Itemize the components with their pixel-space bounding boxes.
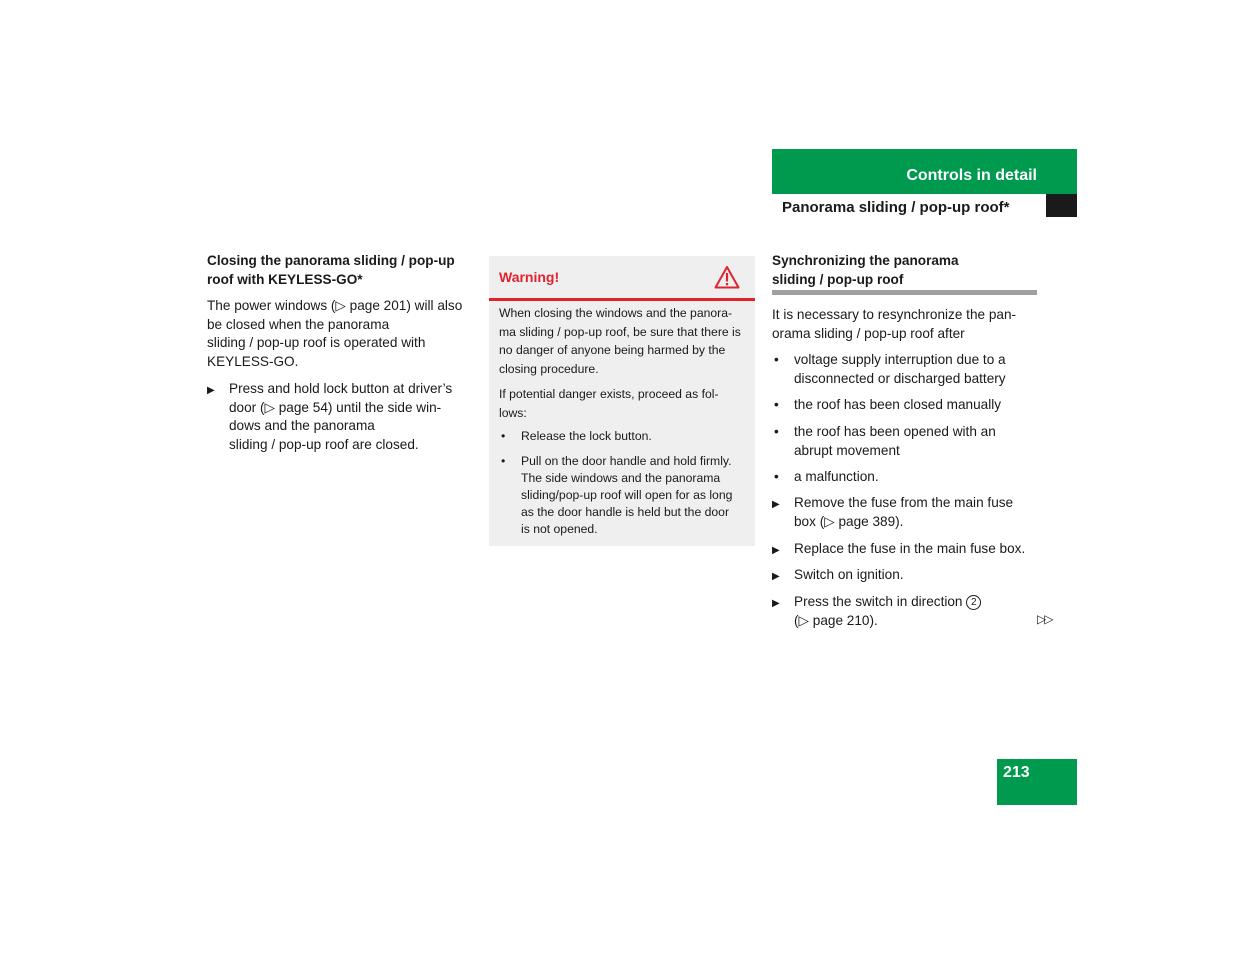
bullet-line: the roof has been closed manually	[794, 397, 1002, 412]
paragraph-line: KEYLESS-GO.	[207, 353, 299, 369]
step-line-text: Press the switch in direction	[794, 594, 963, 609]
warning-line: lows:	[499, 405, 527, 420]
continued-icon: ▷▷	[1037, 612, 1052, 626]
bullet-icon: •	[774, 469, 779, 484]
warning-header	[489, 256, 755, 301]
circled-number-icon: 2	[966, 595, 981, 610]
instruction-step	[772, 566, 1052, 586]
step-arrow-icon: ▶	[772, 598, 780, 609]
warning-line: closing procedure.	[499, 361, 599, 376]
bullet-icon: •	[501, 429, 506, 443]
step-arrow-icon: ▶	[207, 385, 215, 396]
warning-title: Warning!	[499, 269, 560, 285]
bullet-icon: •	[774, 352, 779, 367]
step-arrow-icon: ▶	[772, 499, 780, 510]
warning-bullet-line: Pull on the door handle and hold firmly.	[521, 454, 732, 468]
warning-bullet-line: The side windows and the panorama	[521, 471, 721, 485]
warning-line: When closing the windows and the panora-	[499, 306, 733, 320]
step-line: Switch on ignition.	[794, 567, 904, 582]
condition-bullet	[772, 468, 1052, 488]
bullet-line: disconnected or discharged battery	[794, 370, 1006, 386]
warning-bullet-line: is not opened.	[521, 522, 598, 536]
bullet-line: voltage supply interruption due to a	[794, 352, 1006, 367]
warning-box	[489, 256, 755, 546]
warning-bullet-line: as the door handle is held but the door	[521, 505, 730, 519]
closing-paragraph	[207, 297, 477, 371]
step-line: Replace the fuse in the main fuse box.	[794, 541, 1026, 556]
warning-bullet-line: Release the lock button.	[521, 429, 652, 443]
step-line: door (▷ page 54) until the side win-	[229, 399, 442, 415]
sync-heading-line: Synchronizing the panorama	[772, 253, 959, 268]
chapter-header-bar	[772, 149, 1077, 194]
warning-bullet	[499, 428, 749, 448]
warning-line: no danger of anyone being harmed by the	[499, 343, 726, 358]
step-line: (▷ page 210).	[794, 612, 878, 628]
heading-rule	[772, 290, 1037, 295]
bullet-icon: •	[774, 397, 779, 412]
warning-bullet	[499, 453, 749, 543]
page-number-box	[997, 759, 1077, 805]
chapter-title: Controls in detail	[906, 167, 1037, 184]
sync-heading-line: sliding / pop-up roof	[772, 271, 904, 287]
bullet-icon: •	[774, 424, 779, 439]
condition-bullet	[772, 351, 1052, 391]
step-line: dows and the panorama	[229, 418, 375, 434]
paragraph-line: It is necessary to resynchronize the pan-	[772, 307, 1017, 322]
condition-bullet	[772, 396, 1052, 416]
instruction-step	[772, 494, 1052, 534]
section-marker-block	[1046, 194, 1077, 217]
closing-heading	[207, 252, 477, 289]
paragraph-line: The power windows (▷ page 201) will also	[207, 298, 463, 313]
warning-triangle-icon	[714, 265, 740, 289]
warning-bullet-line: sliding/pop-up roof will open for as long	[521, 488, 733, 502]
closing-heading-line: Closing the panorama sliding / pop-up	[207, 253, 455, 268]
closing-heading-line: roof with KEYLESS-GO*	[207, 271, 363, 287]
step-line: Remove the fuse from the main fuse	[794, 495, 1014, 510]
sync-heading	[772, 252, 1037, 289]
step-arrow-icon: ▶	[772, 571, 780, 582]
step-arrow-icon: ▶	[772, 545, 780, 556]
warning-line: ma sliding / pop-up roof, be sure that there is	[499, 324, 741, 339]
bullet-line: a malfunction.	[794, 469, 879, 484]
condition-bullet	[772, 423, 1052, 463]
instruction-step	[772, 540, 1052, 560]
warning-paragraph	[499, 304, 741, 378]
bullet-line: the roof has been opened with an	[794, 424, 996, 439]
paragraph-line: sliding / pop-up roof is operated with	[207, 335, 426, 351]
step-line: Press and hold lock button at driver’s	[229, 381, 453, 396]
paragraph-line: be closed when the panorama	[207, 316, 390, 332]
paragraph-line: orama sliding / pop-up roof after	[772, 325, 965, 341]
sync-paragraph	[772, 306, 1037, 343]
section-title: Panorama sliding / pop-up roof*	[782, 199, 1010, 216]
warning-line: If potential danger exists, proceed as fol-	[499, 387, 719, 401]
bullet-icon: •	[501, 454, 506, 468]
step-line: box (▷ page 389).	[794, 513, 904, 529]
warning-paragraph	[499, 385, 719, 422]
instruction-step	[772, 593, 1052, 633]
step-line: sliding / pop-up roof are closed.	[229, 436, 419, 452]
page-number: 213	[1003, 764, 1030, 781]
instruction-step	[207, 380, 477, 460]
step-line	[794, 593, 981, 612]
bullet-line: abrupt movement	[794, 442, 900, 458]
